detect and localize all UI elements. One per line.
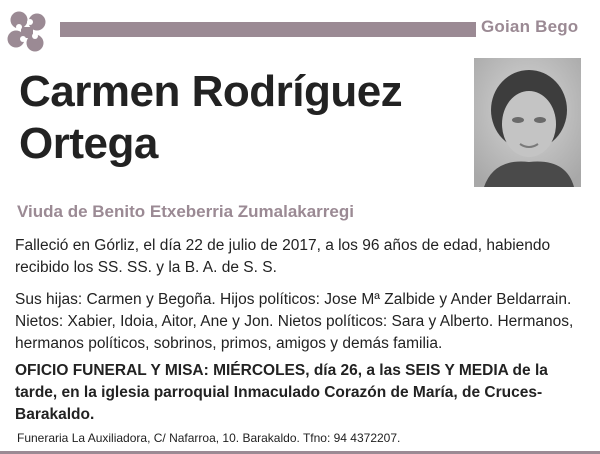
- funeral-home-footer: Funeraria La Auxiliadora, C/ Nafarroa, 10. Barakaldo. Tfno: 94 4372207.: [17, 431, 401, 445]
- funeral-service-info: OFICIO FUNERAL Y MISA: MIÉRCOLES, día 26, a las SEIS Y MEDIA de la tarde, en la iglesia parroquial Inmaculado Corazón de María, de Cruces-Barakaldo.: [15, 362, 548, 423]
- header: [0, 0, 600, 50]
- name-line-1: Carmen Rodríguez: [19, 67, 403, 116]
- name-line-2: Ortega: [19, 119, 158, 168]
- brand-label: Goian Bego: [481, 17, 579, 36]
- subtitle: Viuda de Benito Etxeberria Zumalakarregi: [17, 202, 354, 221]
- deceased-name: [19, 66, 459, 170]
- death-announcement: Falleció en Górliz, el día 22 de julio de 2017, a los 96 años de edad, habiendo recibido los SS. SS. y la B. A. de S. S.: [15, 237, 551, 276]
- portrait-photo: [474, 58, 581, 187]
- family-list: Sus hijas: Carmen y Begoña. Hijos políticos: Jose Mª Zalbide y Ander Beldarrain. Nietos: Xabier, Idoia, Aitor, Ane y Jon. Nietos políticos: Sara y Alberto. Hermanos, hermanos políticos, sobrinos, primos, amigos y demás familia.: [15, 291, 574, 352]
- lauburu-icon: [4, 10, 50, 54]
- header-divider-bar: [60, 22, 476, 37]
